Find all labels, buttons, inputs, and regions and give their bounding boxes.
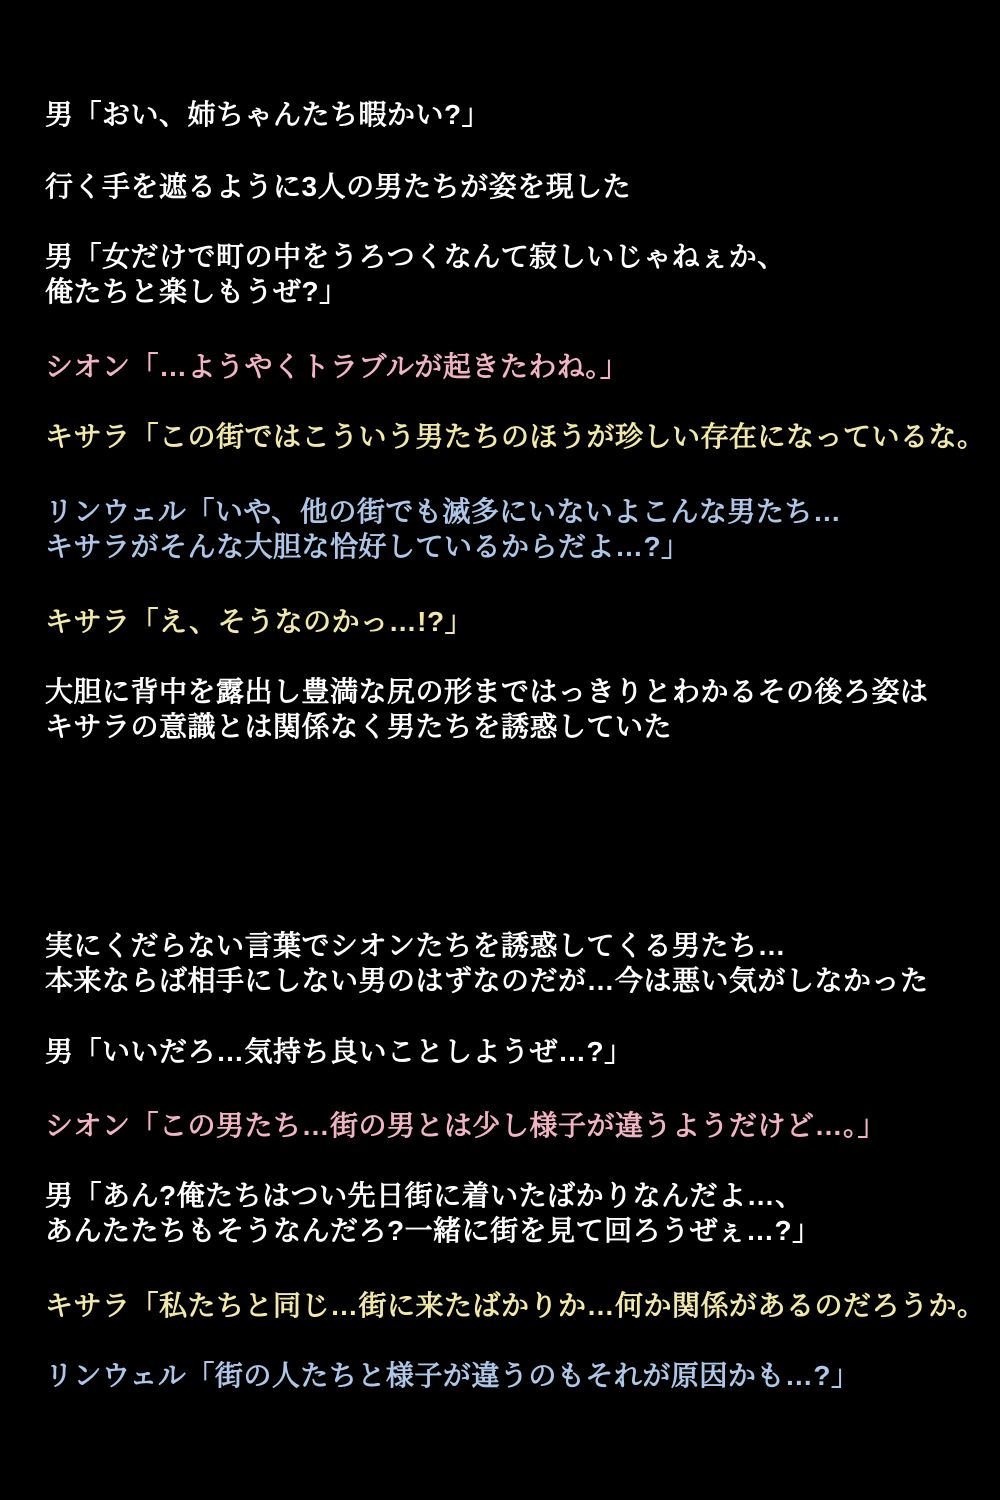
dialogue-line: 男「女だけで町の中をうろつくなんて寂しいじゃねぇか、 (45, 241, 786, 272)
paragraph-man-3 (45, 1034, 633, 1069)
dialogue-line: シオン「この男たち…街の男とは少し様子が違うようだけど…。」 (45, 1110, 887, 1141)
dialogue-line: シオン「…ようやくトラブルが起きたわね。」 (45, 351, 629, 382)
dialogue-line: 俺たちと楽しもうぜ?」 (45, 276, 348, 307)
dialogue-line: キサラ「この街ではこういう男たちのほうが珍しい存在になっているな。 (45, 421, 986, 452)
paragraph-kisara-2 (45, 604, 473, 639)
paragraph-narration-3 (45, 928, 929, 998)
paragraph-rinwell-1 (45, 494, 841, 564)
dialogue-line: リンウェル「街の人たちと様子が違うのもそれが原因かも…?」 (45, 1360, 860, 1391)
narration-line: キサラの意識とは関係なく男たちを誘惑していた (45, 711, 673, 742)
narration-line: 大胆に背中を露出し豊満な尻の形まではっきりとわかるその後ろ姿は (45, 676, 929, 707)
paragraph-shionne-2 (45, 1108, 886, 1143)
paragraph-shionne-1 (45, 349, 628, 384)
dialogue-line: リンウェル「いや、他の街でも滅多にいないよこんな男たち… (45, 496, 842, 527)
narration-line: 実にくだらない言葉でシオンたちを誘惑してくる男たち… (45, 930, 787, 961)
paragraph-narration-2 (45, 674, 929, 744)
dialogue-line: 男「あん?俺たちはつい先日街に着いたばかりなんだよ…、 (45, 1180, 804, 1211)
paragraph-kisara-1 (45, 419, 986, 454)
narration-line: 行く手を遮るように3人の男たちが姿を現した (45, 171, 632, 202)
paragraph-narration-1 (45, 169, 631, 204)
dialogue-line: 男「おい、姉ちゃんたち暇かい?」 (45, 99, 491, 130)
paragraph-man-2 (45, 239, 786, 309)
dialogue-line: 男「いいだろ…気持ち良いことしようぜ…?」 (45, 1036, 633, 1067)
dialogue-line: あんたたちもそうなんだろ?一緒に街を見て回ろうぜぇ…?」 (45, 1215, 821, 1246)
narration-line: 本来ならば相手にしない男のはずなのだが…今は悪い気がしなかった (45, 965, 929, 996)
paragraph-man-4 (45, 1178, 821, 1248)
paragraph-rinwell-2 (45, 1358, 860, 1393)
paragraph-kisara-3 (45, 1288, 986, 1323)
paragraph-man-1 (45, 97, 490, 132)
dialogue-line: キサラ「私たちと同じ…街に来たばかりか…何か関係があるのだろうか。 (45, 1290, 986, 1321)
dialogue-line: キサラ「え、そうなのかっ…!?」 (45, 606, 474, 637)
dialogue-line: キサラがそんな大胆な恰好しているからだよ…?」 (45, 531, 690, 562)
